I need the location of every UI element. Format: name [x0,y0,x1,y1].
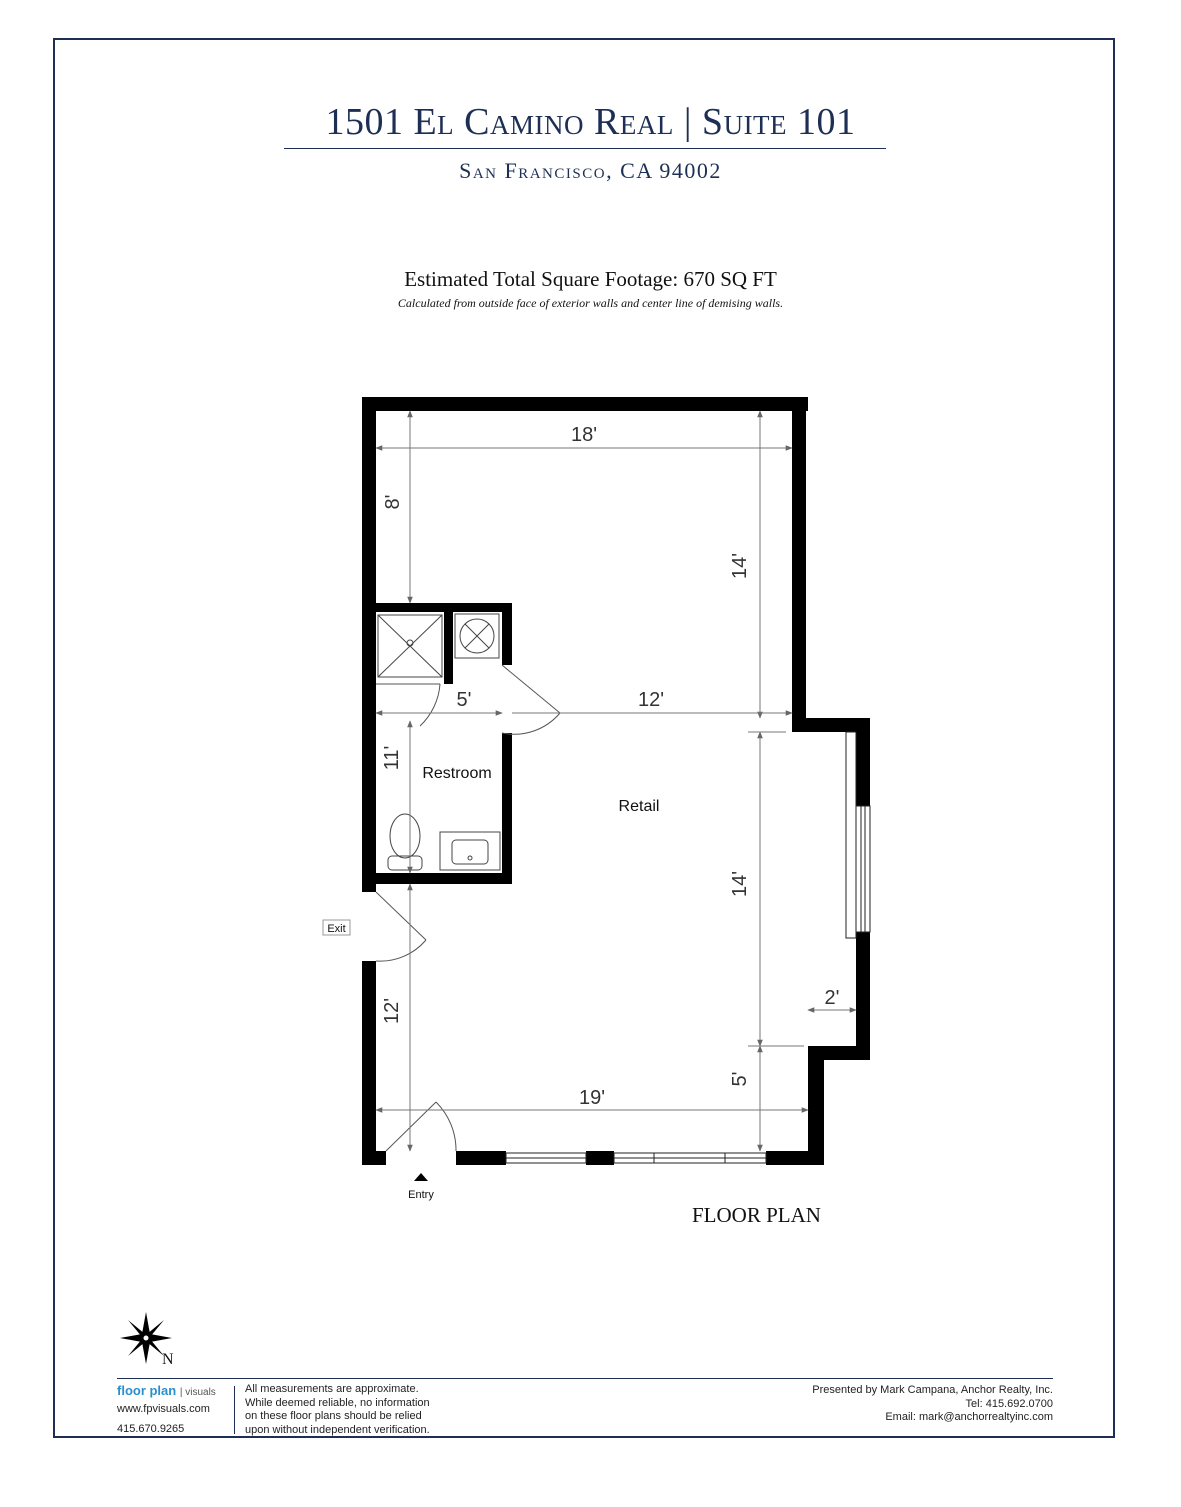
presenter-info [812,1384,1053,1425]
presenter-phone: Tel: 415.692.0700 [965,1397,1053,1410]
dim-label-restroom-width: 5' [456,689,472,711]
disclaimer-line: All measurements are approximate. [245,1383,419,1395]
window-east [856,806,870,932]
dim-label-top-width: 18' [570,424,598,446]
presenter-name: Presented by Mark Campana, Anchor Realty, Inc. [812,1384,1053,1396]
square-footage-note: Calculated from outside face of exterior walls and center line of demising walls. [397,296,784,310]
floor-plan-label: FLOOR PLAN [692,1203,821,1227]
page-subtitle: San Francisco, CA 94002 [459,158,722,183]
room-label-retail: Retail [618,798,660,815]
wall-bottom-pier [586,1151,614,1165]
restroom-wall-right-lower [502,733,512,884]
wall-right-lower [808,1046,824,1165]
wall-bottom-left [362,1151,386,1165]
wall-left-lower [362,961,376,1165]
brand-suffix: visuals [185,1387,216,1398]
presenter-email[interactable]: Email: mark@anchorrealtyinc.com [885,1411,1053,1423]
toilet-bowl [390,814,420,858]
restroom-wall-right-upper [502,603,512,665]
dim-label-mid-width: 12' [637,689,665,711]
disclaimer-line: While deemed reliable, no information [245,1396,430,1409]
doors [376,665,560,1151]
brand-website[interactable]: www.fpvisuals.com [117,1403,210,1415]
dim-label-upper-right: 14' [729,552,751,580]
dim-label-upper-left: 8' [382,494,404,510]
wall-right-upper [792,397,806,732]
dim-label-lower-left: 12' [381,997,403,1025]
entry-label: Entry [408,1189,434,1201]
disclaimer-line: on these floor plans should be relied [245,1410,422,1422]
wall-bottom-right [766,1151,824,1165]
entry-arrow-icon [414,1173,428,1181]
square-footage: Estimated Total Square Footage: 670 SQ FT [404,267,777,291]
restroom-wall-top [376,603,512,612]
disclaimer-line: upon without independent verification. [245,1423,430,1436]
dim-label-bottom-right: 5' [729,1071,751,1087]
wall-bump-right-upper [856,718,870,806]
footer-divider [117,1378,1053,1379]
restroom-walls [362,603,512,884]
brand-name: floor plan [117,1383,177,1398]
footer-separator [234,1386,235,1434]
page-title: 1501 El Camino Real | Suite 101 [325,101,856,143]
dim-label-bump-depth: 2' [824,987,840,1009]
dim-label-lower-right: 14' [729,870,751,898]
compass-north-label: N [162,1351,174,1368]
brand-logo: floor plan | visuals [117,1383,216,1398]
wall-bottom-mid [456,1151,506,1165]
shower-divider [444,612,453,684]
wall-bump-right-lower [856,932,870,1060]
window-recess [846,732,856,938]
dim-label-restroom-depth: 11' [381,745,403,771]
room-label-restroom: Restroom [422,765,492,782]
exit-label: Exit [327,923,346,935]
wall-left-upper [362,397,376,892]
disclaimer [245,1383,485,1437]
dim-label-bottom-width: 19' [578,1087,606,1109]
wall-top [362,397,808,411]
brand-phone: 415.670.9265 [117,1423,185,1435]
restroom-wall-bottom [362,873,512,884]
fixtures [378,614,500,870]
